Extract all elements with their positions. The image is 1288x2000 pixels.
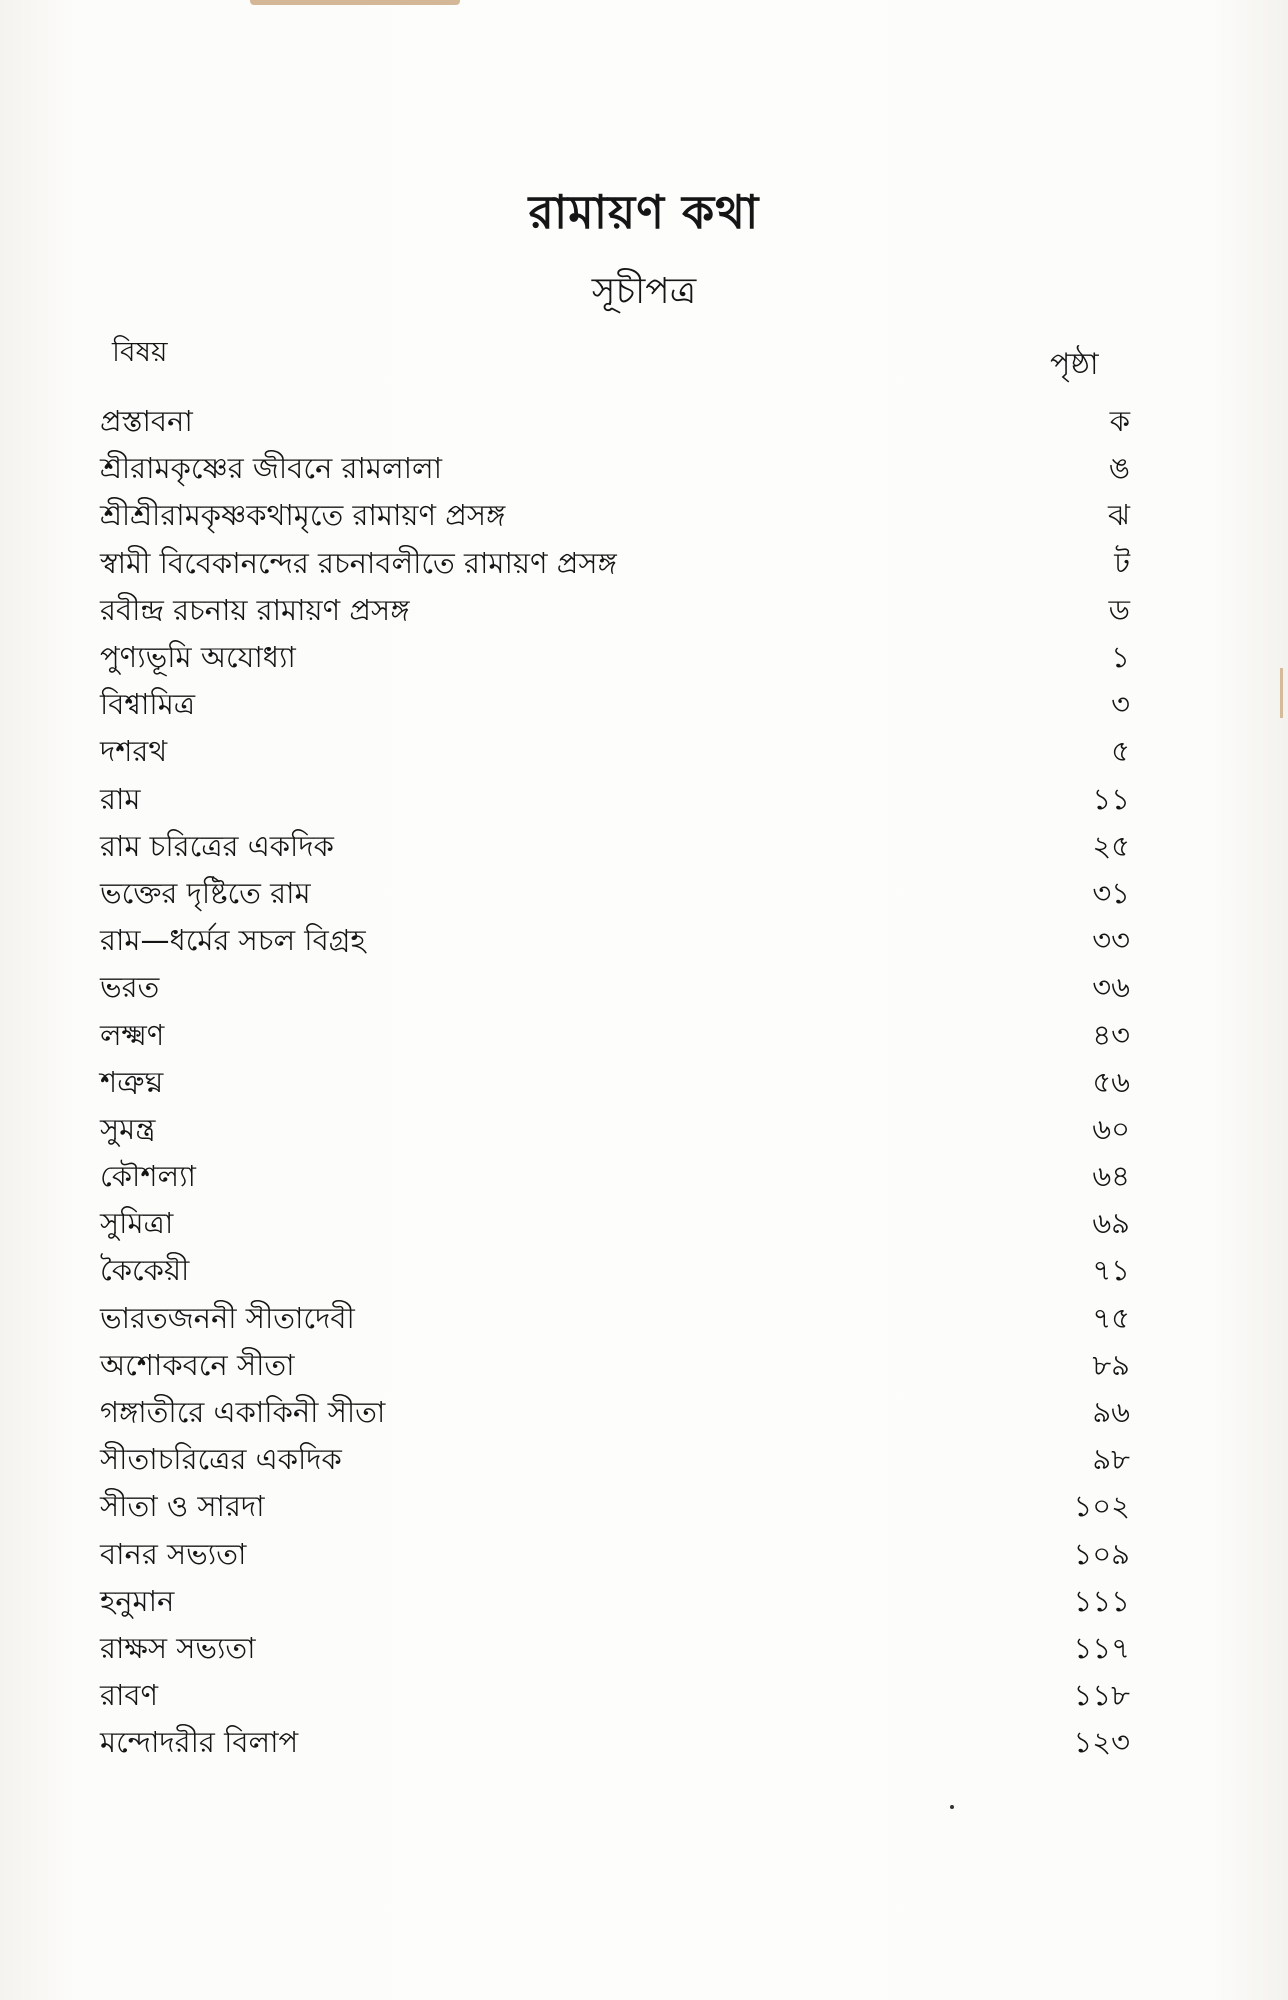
book-title: রামায়ণ কথা <box>528 185 760 239</box>
toc-entry-title: ভরত <box>100 970 160 1005</box>
toc-entry-page: ৯৮ <box>1092 1442 1130 1477</box>
toc-row <box>100 1061 1130 1108</box>
toc-entry-page: ৩৩ <box>1092 923 1130 958</box>
toc-entry-page: ১১৭ <box>1073 1630 1130 1665</box>
toc-entry-title: শ্রীরামকৃষ্ণের জীবনে রামলালা <box>100 451 443 486</box>
subject-column-heading: বিষয় <box>112 335 168 368</box>
toc-entry-page: ১১৮ <box>1073 1678 1130 1713</box>
toc-entry-title: অশোকবনে সীতা <box>100 1347 295 1382</box>
page-column-heading: পৃষ্ঠা <box>1050 347 1099 382</box>
toc-entry-title: সুমিত্রা <box>100 1206 174 1241</box>
toc-row <box>100 589 1130 636</box>
toc-entry-title: সুমন্ত্র <box>100 1111 156 1146</box>
toc-row <box>100 1013 1130 1060</box>
toc-row <box>100 872 1130 919</box>
toc-entry-page: ৫ <box>1111 734 1130 769</box>
paper-tab-mark <box>250 0 460 5</box>
toc-entry-title: শ্রীশ্রীরামকৃষ্ণকথামৃতে রামায়ণ প্রসঙ্গ <box>100 498 506 533</box>
toc-entry-page: ৮৯ <box>1092 1347 1130 1382</box>
toc-row <box>100 1249 1130 1296</box>
toc-entry-page: ১ <box>1111 640 1130 675</box>
toc-row <box>100 919 1130 966</box>
toc-entry-title: রবীন্দ্র রচনায় রামায়ণ প্রসঙ্গ <box>100 592 410 627</box>
toc-entry-page: ৩৬ <box>1092 970 1130 1005</box>
toc-entry-page: ৪৩ <box>1092 1017 1130 1052</box>
contents-title: সূচীপত্র <box>591 271 697 312</box>
toc-row <box>100 1155 1130 1202</box>
toc-entry-title: দশরথ <box>100 734 168 769</box>
toc-entry-title: গঙ্গাতীরে একাকিনী সীতা <box>100 1395 386 1430</box>
speck <box>950 1805 954 1809</box>
toc-entry-page: ২৫ <box>1092 828 1130 863</box>
toc-entry-title: রাম চরিত্রের একদিক <box>100 828 334 863</box>
toc-entry-title: লক্ষ্মণ <box>100 1017 165 1052</box>
toc-entry-title: স্বামী বিবেকানন্দের রচনাবলীতে রামায়ণ প্রসঙ্গ <box>100 545 617 580</box>
toc-entry-page: ৩ <box>1111 687 1130 722</box>
toc-row <box>100 1344 1130 1391</box>
toc-entry-title: হনুমান <box>100 1583 175 1618</box>
toc-entry-title: বিশ্বামিত্র <box>100 687 196 722</box>
toc-row <box>100 1533 1130 1580</box>
toc-entry-page: ৬৪ <box>1092 1159 1130 1194</box>
toc-row <box>100 778 1130 825</box>
toc-row <box>100 1108 1130 1155</box>
toc-entry-title: সীতা ও সারদা <box>100 1489 265 1524</box>
toc-row <box>100 1674 1130 1721</box>
toc-entry-page: ক <box>1109 404 1130 439</box>
toc-row <box>100 636 1130 683</box>
toc-row <box>100 494 1130 541</box>
toc-entry-title: পুণ্যভূমি অযোধ্যা <box>100 640 296 675</box>
toc-row <box>100 1485 1130 1532</box>
toc-entry-page: ১০৯ <box>1073 1536 1130 1571</box>
toc-entry-page: ঝ <box>1108 498 1130 533</box>
toc-entry-page: ৩১ <box>1092 875 1130 910</box>
toc-row <box>100 1202 1130 1249</box>
toc-entry-title: কৈকেয়ী <box>100 1253 190 1288</box>
toc-entry-page: ট <box>1114 545 1130 580</box>
toc-row <box>100 1580 1130 1627</box>
toc-entry-page: ৭৫ <box>1092 1300 1130 1335</box>
toc-entry-page: ১০২ <box>1073 1489 1130 1524</box>
toc-entry-title: ভারতজননী সীতাদেবী <box>100 1300 355 1335</box>
toc-entry-page: ৬০ <box>1092 1111 1130 1146</box>
toc-entry-title: কৌশল্যা <box>100 1159 196 1194</box>
toc-row <box>100 542 1130 589</box>
toc-entry-title: ভক্তের দৃষ্টিতে রাম <box>100 875 311 910</box>
toc-entry-title: মন্দোদরীর বিলাপ <box>100 1725 299 1760</box>
toc-entry-title: রাম <box>100 781 141 816</box>
toc-entry-page: ঙ <box>1108 451 1130 486</box>
toc-entry-page: ড <box>1108 592 1130 627</box>
toc-row <box>100 1721 1130 1768</box>
toc-entry-title: প্রস্তাবনা <box>100 404 193 439</box>
toc-entry-page: ৭১ <box>1092 1253 1130 1288</box>
toc-entry-page: ৯৬ <box>1092 1395 1130 1430</box>
toc-row <box>100 1438 1130 1485</box>
toc-entry-page: ১১১ <box>1073 1583 1130 1618</box>
toc-entry-page: ১১ <box>1092 781 1130 816</box>
toc-row <box>100 825 1130 872</box>
toc-entry-title: বানর সভ্যতা <box>100 1536 247 1571</box>
toc-entry-title: রাবণ <box>100 1678 159 1713</box>
toc-entry-title: রাম—ধর্মের সচল বিগ্রহ <box>100 923 366 958</box>
toc-row <box>100 966 1130 1013</box>
toc-entry-title: রাক্ষস সভ্যতা <box>100 1630 256 1665</box>
toc-row <box>100 1391 1130 1438</box>
toc-entry-page: ৬৯ <box>1092 1206 1130 1241</box>
toc-row <box>100 400 1130 447</box>
paper-edge-mark <box>1280 668 1283 718</box>
toc-entry-title: শত্রুঘ্ন <box>100 1064 164 1099</box>
toc-entry-page: ৫৬ <box>1092 1064 1130 1099</box>
toc-entry-title: সীতাচরিত্রের একদিক <box>100 1442 342 1477</box>
toc-row <box>100 1297 1130 1344</box>
toc-row <box>100 730 1130 777</box>
table-of-contents <box>100 400 1130 1768</box>
toc-row <box>100 447 1130 494</box>
toc-entry-page: ১২৩ <box>1073 1725 1130 1760</box>
toc-row <box>100 683 1130 730</box>
toc-row <box>100 1627 1130 1674</box>
